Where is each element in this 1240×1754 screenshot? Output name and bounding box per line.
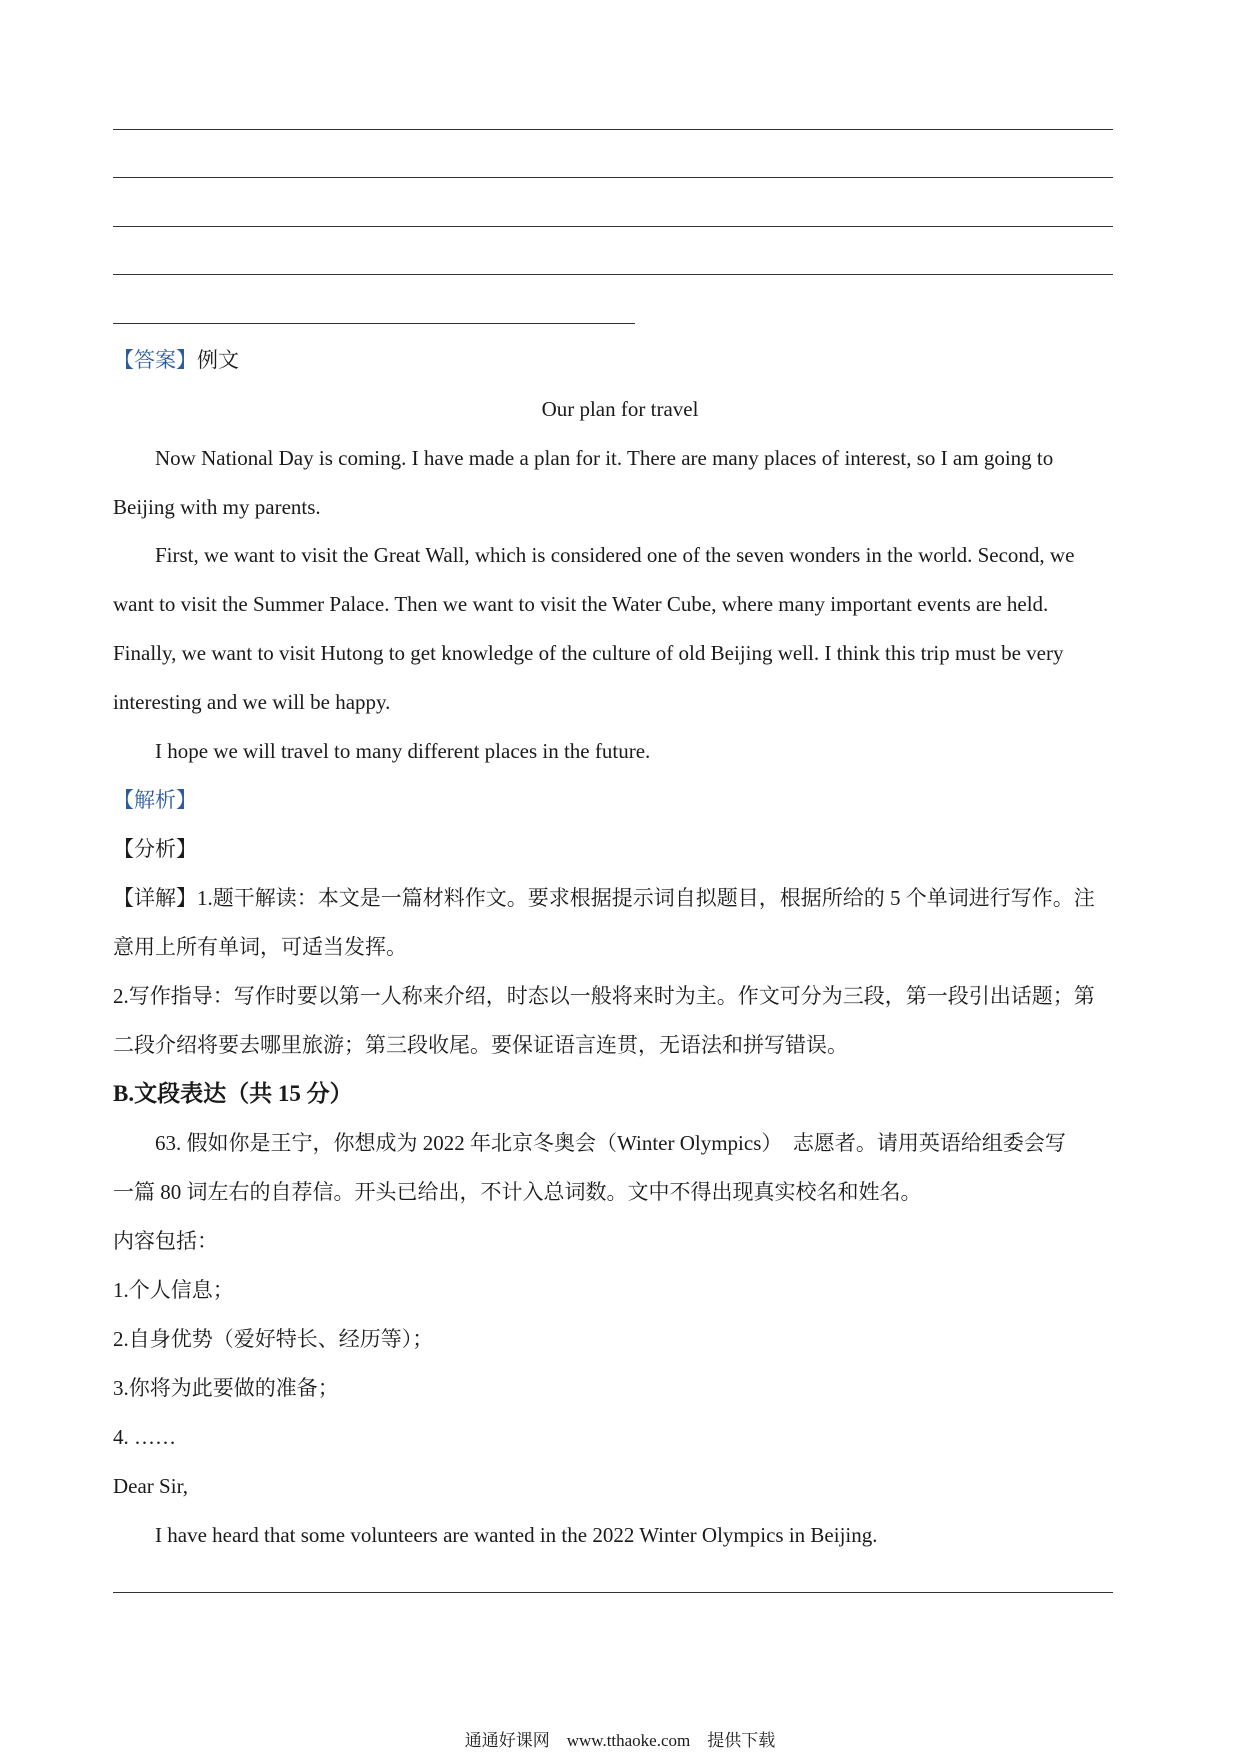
essay-line: interesting and we will be happy. xyxy=(113,690,391,714)
essay-line: I hope we will travel to many different places in the future. xyxy=(155,739,651,763)
xiangjie-tag: 【详解】 xyxy=(113,886,197,910)
section-heading: B.文段表达（共 15 分） xyxy=(113,1081,353,1106)
content-item: 3.你将为此要做的准备； xyxy=(113,1376,339,1400)
essay-line: Beijing with my parents. xyxy=(113,495,321,519)
answer-tag: 【答案】 xyxy=(113,348,197,372)
question-line: 63. 假如你是王宁，你想成为 2022 年北京冬奥会（Winter Olympics） 志愿者。请用英语给组委会写 xyxy=(155,1131,1066,1155)
content-item: 2.自身优势（爱好特长、经历等）； xyxy=(113,1327,434,1351)
essay-line: First, we want to visit the Great Wall, which is considered one of the seven wonders in the world. Second, we xyxy=(155,543,1075,567)
essay-line: want to visit the Summer Palace. Then we want to visit the Water Cube, where many important events are held. xyxy=(113,592,1049,616)
essay-line: Now National Day is coming. I have made a plan for it. There are many places of interest, so I am going to xyxy=(155,446,1054,470)
writing-line xyxy=(113,323,635,324)
analysis-tag: 【解析】 xyxy=(113,788,197,812)
content-label: 内容包括： xyxy=(113,1229,218,1253)
content-item: 1.个人信息； xyxy=(113,1278,234,1302)
content-item: 4. …… xyxy=(113,1425,176,1449)
essay-line: Finally, we want to visit Hutong to get knowledge of the culture of old Beijing well. I think this trip must be very xyxy=(113,641,1064,665)
analysis-line: 2.写作指导：写作时要以第一人称来介绍，时态以一般将来时为主。作文可分为三段，第一段引出话题；第 xyxy=(113,984,1095,1008)
answer-header xyxy=(113,345,239,375)
page-footer: 通通好课网 www.tthaoke.com 提供下载 xyxy=(464,1731,776,1750)
analysis-text: 1.题干解读：本文是一篇材料作文。要求根据提示词自拟题目，根据所给的 5 个单词进行写作。注 xyxy=(197,886,1095,910)
writing-line xyxy=(113,1592,1113,1593)
salutation: Dear Sir, xyxy=(113,1474,188,1498)
fenxi-tag: 【分析】 xyxy=(113,837,197,861)
analysis-line xyxy=(113,883,1095,913)
answer-label: 例文 xyxy=(197,348,239,372)
letter-opening: I have heard that some volunteers are wanted in the 2022 Winter Olympics in Beijing. xyxy=(155,1523,878,1547)
analysis-line: 意用上所有单词，可适当发挥。 xyxy=(113,935,407,959)
analysis-line: 二段介绍将要去哪里旅游；第三段收尾。要保证语言连贯，无语法和拼写错误。 xyxy=(113,1033,848,1057)
writing-line xyxy=(113,129,1113,130)
writing-line xyxy=(113,226,1113,227)
essay-title: Our plan for travel xyxy=(541,397,699,421)
writing-line xyxy=(113,177,1113,178)
question-line: 一篇 80 词左右的自荐信。开头已给出，不计入总词数。文中不得出现真实校名和姓名。 xyxy=(113,1180,922,1204)
writing-line xyxy=(113,274,1113,275)
